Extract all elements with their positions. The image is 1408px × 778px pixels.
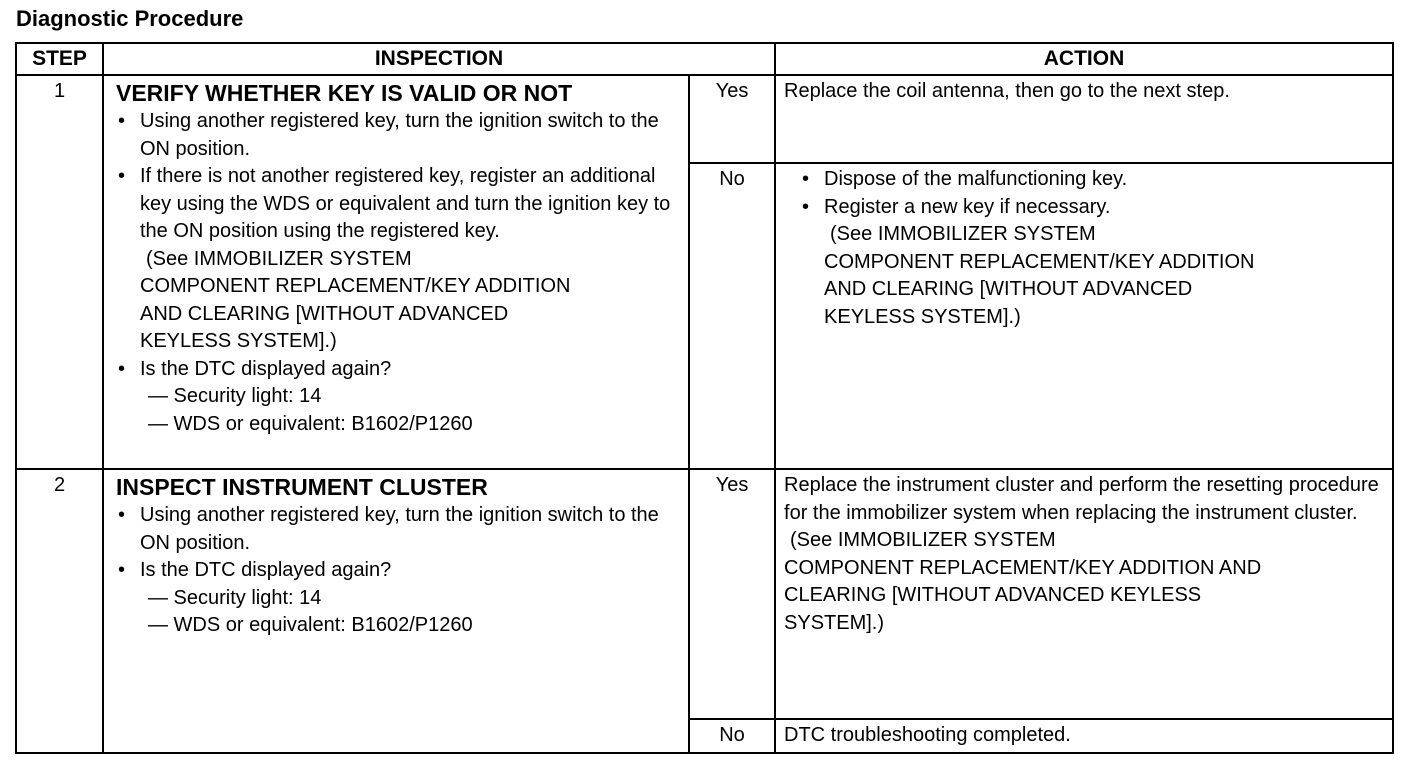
no-label: No — [689, 163, 775, 469]
reference-line: AND CLEARING [WITHOUT ADVANCED — [140, 302, 509, 325]
no-action: DTC troubleshooting completed. — [775, 719, 1393, 753]
reference-line: (See IMMOBILIZER SYSTEM — [790, 529, 1056, 551]
reference-line: KEYLESS SYSTEM].) — [824, 305, 1021, 328]
sub-item: — Security light: 14 — [148, 385, 322, 407]
inspection-cell — [103, 75, 689, 469]
sub-item: — Security light: 14 — [148, 586, 322, 609]
inspection-title: INSPECT INSTRUMENT CLUSTER — [116, 474, 488, 500]
action-list — [800, 166, 1386, 331]
list-item-text: • Register a new key if necessary. — [824, 195, 1111, 218]
reference-line: SYSTEM].) — [784, 611, 885, 634]
reference-line: COMPONENT REPLACEMENT/KEY ADDITION — [824, 250, 1255, 273]
step-number: 2 — [16, 469, 103, 753]
reference-line: (See IMMOBILIZER SYSTEM — [146, 247, 412, 270]
sub-item: — WDS or equivalent: B1602/P1260 — [148, 614, 473, 636]
no-label: No — [689, 719, 775, 753]
reference-line: COMPONENT REPLACEMENT/KEY ADDITION AND — [784, 556, 1262, 579]
list-item: • Dispose of the malfunctioning key. — [824, 166, 1386, 194]
no-action — [775, 163, 1393, 469]
page-title: Diagnostic Procedure — [16, 6, 244, 31]
list-item: • Using another registered key, turn the ignition switch to the ON position. — [140, 502, 682, 557]
yes-label: Yes — [689, 469, 775, 719]
header-step: STEP — [16, 43, 103, 75]
yes-action — [775, 469, 1393, 719]
reference-line: (See IMMOBILIZER SYSTEM — [830, 223, 1096, 245]
action-text: Replace the instrument cluster and perform the resetting procedure for the immobilizer system when replacing the instrument cluster. — [784, 474, 1379, 524]
reference-line: CLEARING [WITHOUT ADVANCED KEYLESS — [784, 584, 1202, 606]
table-row — [16, 75, 1393, 163]
reference-line: COMPONENT REPLACEMENT/KEY ADDITION — [140, 275, 571, 297]
reference-line: AND CLEARING [WITHOUT ADVANCED — [824, 278, 1193, 300]
list-item — [140, 557, 682, 640]
table-row — [16, 469, 1393, 719]
inspection-title: VERIFY WHETHER KEY IS VALID OR NOT — [116, 80, 573, 106]
list-item — [140, 163, 682, 356]
list-item-text: • If there is not another registered key, register an additional key using the WDS or equivalent and turn the ignition key to the ON position using the registered key. — [140, 165, 671, 242]
question-text: • Is the DTC displayed again? — [140, 559, 392, 581]
question-text: • Is the DTC displayed again? — [140, 357, 392, 380]
header-action: ACTION — [775, 43, 1393, 75]
list-item — [824, 194, 1386, 332]
yes-label: Yes — [689, 75, 775, 163]
header-inspection: INSPECTION — [103, 43, 775, 75]
reference-note — [140, 246, 682, 356]
list-item: • Using another registered key, turn the ignition switch to the ON position. — [140, 108, 682, 163]
sub-item: — WDS or equivalent: B1602/P1260 — [148, 412, 473, 435]
inspection-list — [116, 502, 682, 640]
header-row — [16, 43, 1393, 75]
reference-line: KEYLESS SYSTEM].) — [140, 330, 337, 352]
yes-action: Replace the coil antenna, then go to the next step. — [775, 75, 1393, 163]
step-number: 1 — [16, 75, 103, 469]
inspection-cell — [103, 469, 689, 753]
list-item — [140, 356, 682, 439]
diagnostic-table — [15, 42, 1394, 754]
inspection-list — [116, 108, 682, 438]
